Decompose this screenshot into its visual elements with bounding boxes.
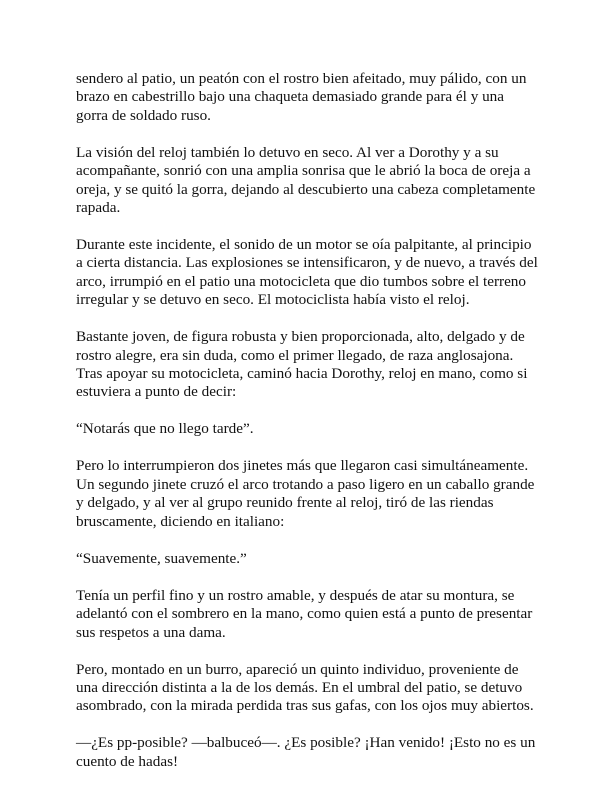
text-line: arco, irrumpió en el patio una motocicleta que dio tumbos sobre el terreno <box>76 272 526 290</box>
text-line: cuento de hadas! <box>76 752 179 770</box>
paragraph <box>76 550 546 568</box>
paragraph <box>76 457 546 531</box>
text-line: Pero, montado en un burro, apareció un quinto individuo, proveniente de <box>76 660 519 678</box>
text-line: irregular y se detuvo en seco. El motociclista había visto el reloj. <box>76 291 470 309</box>
paragraph <box>76 236 546 310</box>
paragraph <box>76 328 546 402</box>
text-line: La visión del reloj también lo detuvo en seco. Al ver a Dorothy y a su <box>76 143 499 161</box>
text-line: Un segundo jinete cruzó el arco trotando a paso ligero en un caballo grande <box>76 475 535 493</box>
text-line: acompañante, sonrió con una amplia sonrisa que le abrió la boca de oreja a <box>76 162 531 180</box>
paragraph <box>76 420 546 438</box>
text-line: “Suavemente, suavemente.” <box>76 549 247 567</box>
paragraph <box>76 144 546 218</box>
text-line: rapada. <box>76 199 121 217</box>
text-line: brazo en cabestrillo bajo una chaqueta demasiado grande para él y una <box>76 88 505 106</box>
paragraph <box>76 587 546 642</box>
text-line: gorra de soldado ruso. <box>76 106 211 124</box>
text-line: bruscamente, diciendo en italiano: <box>76 512 285 530</box>
text-line: adelantó con el sombrero en la mano, como quien está a punto de presentar <box>76 605 533 623</box>
body-text <box>76 70 546 790</box>
text-line: Tenía un perfil fino y un rostro amable, y después de atar su montura, se <box>76 586 515 604</box>
text-line: Bastante joven, de figura robusta y bien proporcionada, alto, delgado y de <box>76 328 525 346</box>
text-line: sus respetos a una dama. <box>76 623 226 641</box>
paragraph <box>76 70 546 125</box>
text-line: Durante este incidente, el sonido de un motor se oía palpitante, al principio <box>76 236 532 254</box>
text-line: rostro alegre, era sin duda, como el primer llegado, de raza anglosajona. <box>76 346 514 364</box>
paragraph <box>76 734 546 771</box>
text-line: estuviera a punto de decir: <box>76 383 237 401</box>
paragraph <box>76 661 546 716</box>
text-line: Pero lo interrumpieron dos jinetes más que llegaron casi simultáneamente. <box>76 457 529 475</box>
text-line: “Notarás que no llego tarde”. <box>76 420 254 438</box>
text-line: asombrado, con la mirada perdida tras sus gafas, con los ojos muy abiertos. <box>76 697 534 715</box>
text-line: a cierta distancia. Las explosiones se intensificaron, y de nuevo, a través del <box>76 254 538 272</box>
text-line: una dirección distinta a la de los demás. En el umbral del patio, se detuvo <box>76 678 523 696</box>
text-line: Tras apoyar su motocicleta, caminó hacia Dorothy, reloj en mano, como si <box>76 365 528 383</box>
text-line: y delgado, y al ver al grupo reunido frente al reloj, tiró de las riendas <box>76 494 494 512</box>
text-line: oreja, y se quitó la gorra, dejando al descubierto una cabeza completamente <box>76 180 536 198</box>
text-line: sendero al patio, un peatón con el rostro bien afeitado, muy pálido, con un <box>76 70 527 87</box>
text-line: —¿Es pp-posible? —balbuceó—. ¿Es posible? ¡Han venido! ¡Esto no es un <box>76 734 536 752</box>
